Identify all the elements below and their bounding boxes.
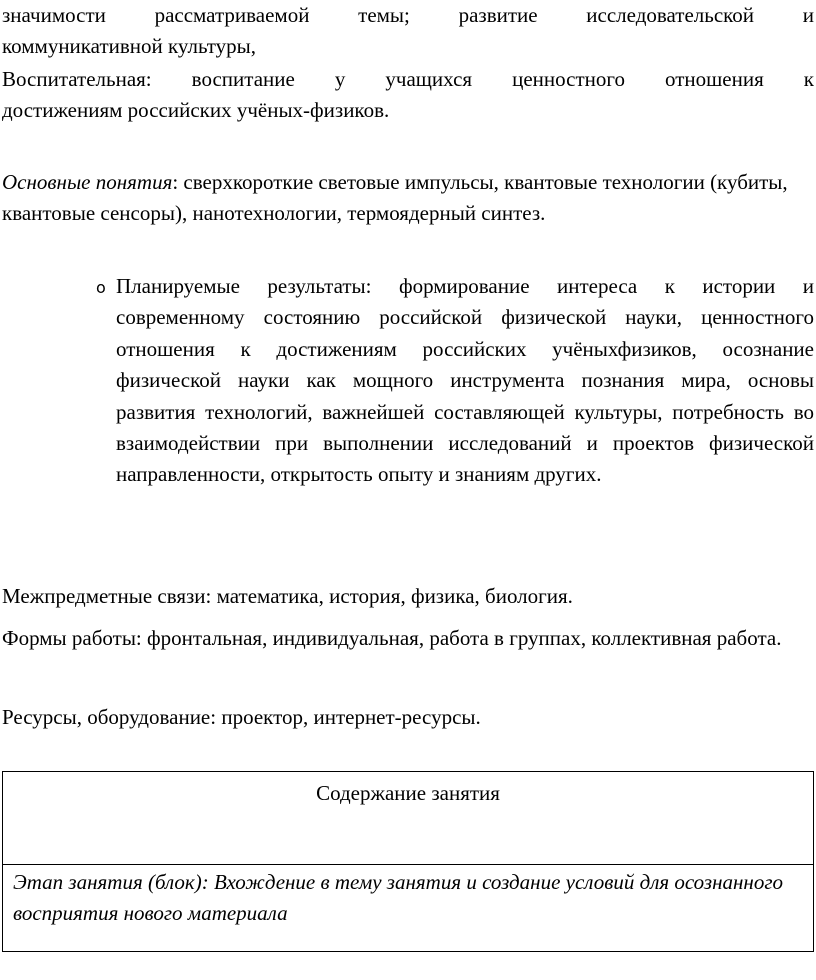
table-row [3,865,814,952]
table-row [3,772,814,865]
main-concepts [0,167,792,229]
table-header-cell: Содержание занятия [3,772,814,865]
goals-line-2: коммуникативной культуры, [2,34,257,58]
lesson-content-table [2,771,814,952]
bullet-circle-icon: o [96,278,106,297]
planned-results-lead: Планируемые результаты: [116,274,372,298]
interdisciplinary-links: Межпредметные связи: математика, история, физика, биология. [2,584,573,608]
work-forms: Формы работы: фронтальная, индивидуальная, работа в группах, коллективная работа. [2,626,782,650]
resources-equipment: Ресурсы, оборудование: проектор, интернет-ресурсы. [2,705,481,729]
planned-results-body: формирование интереса к истории и современному состоянию российской физической науки, ценностного отношения к достижениям российских учёныхфизиков, осознание физической науки как мощного инструмента познания мира, основы развития технологий, важнейшей составляющей культуры, потребность во взаимодействии при выполнении исследований и проектов физической направленности, открытость опыту и знаниям других. [116,274,814,487]
lesson-stage-cell: Этап занятия (блок): Вхождение в тему занятия и создание условий для осознанного восприятия нового материала [3,865,814,952]
main-concepts-label: Основные понятия [2,170,173,194]
main-concepts-text: : сверхкороткие световые импульсы, квантовые технологии (кубиты, квантовые сенсоры), нанотехнологии, термоядерный синтез. [2,170,788,225]
goals-line-1: значимости рассматриваемой темы; развитие исследовательской и [2,3,814,27]
upbringing-line-1: Воспитательная: воспитание у учащихся ценностного отношения к [2,67,814,91]
upbringing-line-2: достижениям российских учёных-физиков. [2,98,390,122]
planned-results-text [116,271,814,491]
